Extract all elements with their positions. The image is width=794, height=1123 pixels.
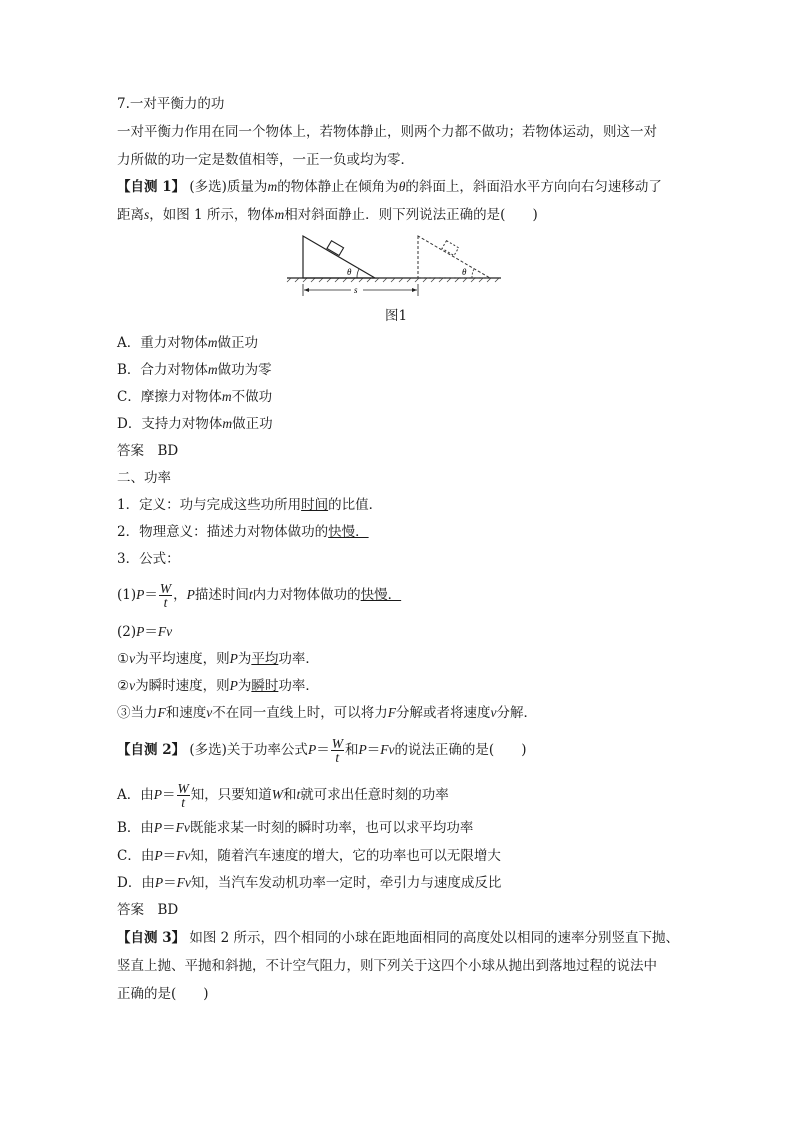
s-arrowhead-right	[412, 288, 417, 292]
q3-stem-line-3: 正确的是( )	[117, 986, 209, 1002]
block-solid	[327, 241, 344, 256]
s-arrowhead-left	[304, 288, 309, 292]
q3-stem-line-2: 竖直上抛、平抛和斜抛，不计空气阻力，则下列关于这四个小球从抛出到落地过程的说法中	[117, 958, 657, 974]
section-2-heading: 二、功率	[117, 470, 171, 486]
q2-option-a: A．由P＝ $\frac{W}{t}$ 知，只要知道W和t就可求出任意时刻的功率	[117, 781, 449, 810]
power-definition: 1．定义：功与完成这些功所用时间的比值．	[117, 497, 383, 513]
section-7-text-2: 力所做的功一定是数值相等，一正一负或均为零．	[117, 152, 414, 168]
s-label: s	[354, 285, 358, 295]
angle-arc-solid	[357, 269, 359, 278]
section-7-text-1: 一对平衡力作用在同一个物体上，若物体静止，则两个力都不做功；若物体运动，则这一对	[117, 124, 657, 140]
fraction-w-over-t: $\frac{W}{t}$	[331, 736, 343, 765]
section-7-title: 7.一对平衡力的功	[117, 96, 225, 112]
q1-answer: 答案 BD	[117, 443, 179, 459]
q1-option-d: D．支持力对物体m做正功	[117, 416, 273, 432]
incline-solid	[303, 236, 375, 278]
q1-stem-line-2: 距离s，如图 1 所示，物体m相对斜面静止．则下列说法正确的是( )	[117, 207, 538, 223]
fraction-w-over-t: $\frac{W}{t}$	[177, 781, 189, 810]
q3-stem-line-1: 【自测 3】 如图 2 所示，四个相同的小球在距地面相同的高度处以相同的速率分别竖直下抛、	[117, 930, 680, 946]
figure-1-incline-diagram	[285, 232, 505, 304]
q2-option-c: C．由P＝Fv知，随着汽车速度的增大，它的功率也可以无限增大	[117, 848, 501, 864]
q3-tag: 【自测 3】	[117, 930, 186, 946]
q2-option-b: B．由P＝Fv既能求某一时刻的瞬时功率，也可以求平均功率	[117, 820, 474, 836]
theta-label-2: θ	[462, 267, 467, 277]
incline-dashed	[418, 236, 490, 278]
angle-arc-dashed	[472, 269, 474, 278]
fraction-w-over-t: $\frac{W}{t}$	[159, 581, 172, 610]
formula-note-1: ①v为平均速度，则P为平均功率．	[117, 651, 319, 667]
formula-note-2: ②v为瞬时速度，则P为瞬时功率．	[117, 678, 319, 694]
formula-1: (1)P＝ $\frac{W}{t}$ ，P描述时间t内力对物体做功的快慢．	[117, 581, 402, 610]
figure-1-caption: 图1	[385, 308, 408, 324]
q1-option-a: A．重力对物体m做正功	[117, 335, 258, 351]
formula-2: (2)P＝Fv	[117, 624, 173, 640]
power-meaning: 2．物理意义：描述力对物体做功的快慢．	[117, 524, 369, 540]
q2-stem: 【自测 2】 (多选)关于功率公式P＝ $\frac{W}{t}$ 和P＝Fv的说法正确的是( )	[117, 736, 527, 765]
theta-label-1: θ	[347, 267, 352, 277]
q1-option-c: C．摩擦力对物体m不做功	[117, 389, 273, 405]
block-dashed	[442, 241, 459, 256]
q1-tag: 【自测 1】	[117, 179, 186, 195]
q2-answer: 答案 BD	[117, 902, 179, 918]
q1-option-b: B．合力对物体m做功为零	[117, 362, 272, 378]
ground-hatching	[287, 278, 499, 282]
q2-option-d: D．由P＝Fv知，当汽车发动机功率一定时，牵引力与速度成反比	[117, 875, 502, 891]
formula-heading: 3．公式：	[117, 551, 180, 567]
q2-tag: 【自测 2】	[117, 742, 186, 758]
formula-note-3: ③当力F和速度v不在同一直线上时，可以将力F分解或者将速度v分解．	[117, 705, 537, 721]
q1-stem-line-1: 【自测 1】 (多选)质量为m的物体静止在倾角为θ的斜面上，斜面沿水平方向向右匀速移动了	[117, 179, 662, 195]
